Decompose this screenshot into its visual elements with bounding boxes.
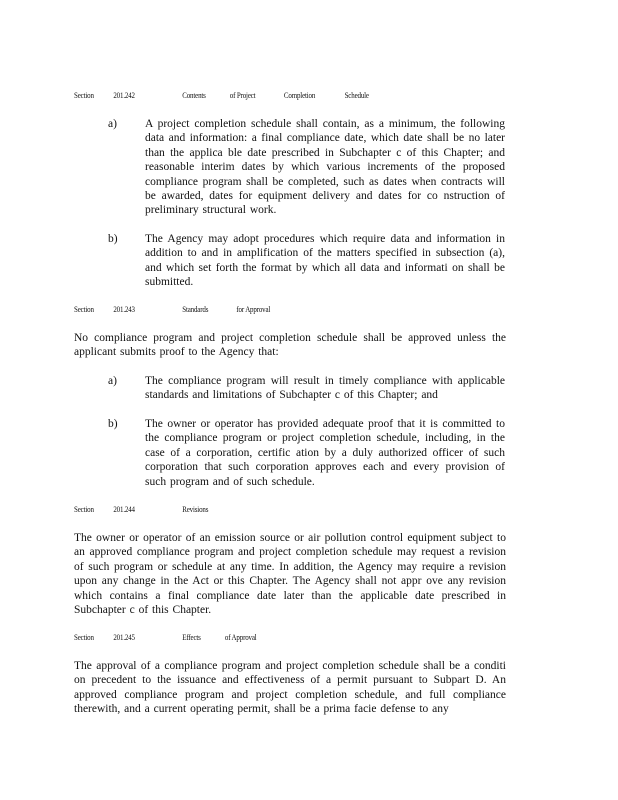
section-title-word: for Approval xyxy=(236,304,271,314)
section-body: The approval of a compliance program and project completion schedule shall be a conditi on precedent to the issuance and effectiveness of a permit pursuant to Subpart D. An approved compliance program and project completion schedule, and full compliance therewith, and a current operating permit, shall be a prima facie defense to any xyxy=(74,660,506,716)
item-marker: a) xyxy=(108,118,117,130)
section-label: Section xyxy=(74,90,94,100)
item-marker: a) xyxy=(108,375,117,387)
section-label: Section xyxy=(74,504,94,514)
section-number: 201.244 xyxy=(113,504,135,514)
item-marker: b) xyxy=(108,418,118,430)
section-number: 201.243 xyxy=(113,304,135,314)
item-text: The owner or operator has provided adequate proof that it is committed to the compliance program or project completion schedule, including, in the case of a corporation, certific ation by a duly authorized officer of such corporation that such corporation approves each and every provision of such program and of such schedule. xyxy=(145,418,505,488)
section-title-word: Effects xyxy=(182,632,201,642)
section-number: 201.245 xyxy=(113,632,135,642)
item-text: The compliance program will result in timely compliance with applicable standards and limitations of Subchapter c of this Chapter; and xyxy=(145,375,505,402)
section-title-word: of Project xyxy=(229,90,256,100)
section-label: Section xyxy=(74,632,94,642)
item-text: A project completion schedule shall contain, as a minimum, the following data and information: a final compliance date, which date shall be no later than the applica ble date prescribed in Subchapter c of this Chapter; and reasonable interim dates by which various increments of the proposed compliance program shall be completed, such as dates when contracts will be awarded, dates for equipment delivery and dates for co nstruction of preliminary structural work. xyxy=(145,118,505,217)
section-title-word: Schedule xyxy=(344,90,369,100)
section-title-word: Completion xyxy=(283,90,316,100)
section-body: The owner or operator of an emission source or air pollution control equipment subject to an approved compliance program and project completion schedule may request a revision of such program or schedule at any time. In addition, the Agency may require a revision upon any change in the Act or this Chapter. The Agency shall not appr ove any revision which contains a final compliance date later than the applicable date prescribed in Subchapter c of this Chapter. xyxy=(74,532,506,617)
section-intro: No compliance program and project completion schedule shall be approved unless the applicant submits proof to the Agency that: xyxy=(74,332,506,359)
section-number: 201.242 xyxy=(113,90,135,100)
section-title-word: Revisions xyxy=(182,504,209,514)
item-text: The Agency may adopt procedures which require data and information in addition to and in amplification of the matters specified in subsection (a), and which set forth the format by which all data and informati on shall be submitted. xyxy=(145,233,505,289)
section-title-word: of Approval xyxy=(224,632,257,642)
section-title-word: Standards xyxy=(182,304,209,314)
section-title-word: Contents xyxy=(182,90,206,100)
item-marker: b) xyxy=(108,233,118,245)
section-label: Section xyxy=(74,304,94,314)
